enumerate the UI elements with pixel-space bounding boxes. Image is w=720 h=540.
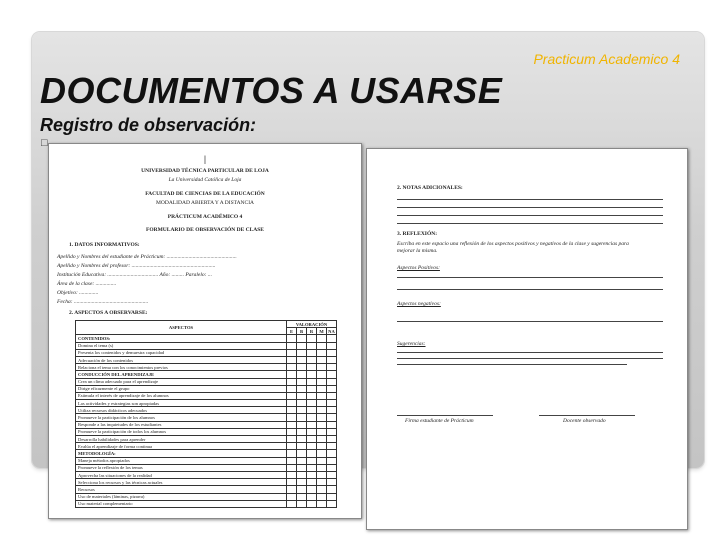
- info-line: Apellido y Nombres del estudiante de Prácticum: ...................................................: [57, 254, 237, 260]
- table-cell: [297, 407, 307, 414]
- table-row: [76, 342, 337, 349]
- table-row-label: Selecciona los recursos y las técnicas actuales: [76, 479, 287, 486]
- table-cell: [297, 364, 307, 371]
- table-cell: [327, 436, 337, 443]
- info-line: Fecha: ......................................................: [57, 299, 149, 305]
- table-row: [76, 371, 337, 378]
- table-row: [76, 428, 337, 435]
- table-cell: [307, 414, 317, 421]
- section-reflexion: 3. REFLEXIÓN:: [397, 231, 438, 237]
- table-cell: [297, 428, 307, 435]
- info-line: Institución Educativa: ..................................... Año: ......... Paralelo: ...: [57, 272, 212, 278]
- table-cell: [317, 493, 327, 500]
- table-cell: [317, 421, 327, 428]
- table-cell: [307, 392, 317, 399]
- table-cell: [287, 443, 297, 450]
- university-subtitle: La Universidad Católica de Loja: [168, 177, 242, 183]
- positive-aspects-label: Aspectos Positivos:: [397, 265, 440, 271]
- table-cell: [287, 450, 297, 457]
- table-cell: [317, 479, 327, 486]
- table-cell: [317, 428, 327, 435]
- table-cell: [327, 392, 337, 399]
- table-cell: [317, 400, 327, 407]
- table-cell: [297, 471, 307, 478]
- table-cell: [297, 356, 307, 363]
- table-cell: [297, 479, 307, 486]
- table-cell: [307, 335, 317, 342]
- table-cell: [327, 479, 337, 486]
- table-cell: [307, 385, 317, 392]
- suggestions-label: Sugerencias:: [397, 341, 426, 347]
- table-cell: [307, 457, 317, 464]
- form-title: FORMULARIO DE OBSERVACIÓN DE CLASE: [146, 227, 264, 233]
- table-cell: [297, 457, 307, 464]
- table-row-label: Dirige eficazmente el grupo: [76, 385, 287, 392]
- faculty-name: FACULTAD DE CIENCIAS DE LA EDUCACIÓN: [145, 191, 265, 197]
- table-row-label: Maneja métodos apropiados: [76, 457, 287, 464]
- table-row-label: Relaciona el tema con los conocimientos previos: [76, 364, 287, 371]
- table-cell: [287, 436, 297, 443]
- signature-student-label: Firma estudiante de Prácticum: [405, 418, 474, 424]
- table-cell: [287, 486, 297, 493]
- table-cell: [327, 414, 337, 421]
- table-cell: [307, 436, 317, 443]
- table-cell: [287, 464, 297, 471]
- table-cell: [307, 356, 317, 363]
- table-row: [76, 471, 337, 478]
- table-cell: [297, 378, 307, 385]
- table-row-label: Aprovecha las situaciones de la realidad: [76, 471, 287, 478]
- table-row-label: Promueve la participación de todos los alumnos: [76, 428, 287, 435]
- table-cell: [317, 392, 327, 399]
- table-cell: [287, 428, 297, 435]
- table-cell: [307, 500, 317, 507]
- table-row: [76, 493, 337, 500]
- table-row: [76, 392, 337, 399]
- section-notas: 2. NOTAS ADICIONALES:: [397, 185, 463, 191]
- table-cell: [327, 400, 337, 407]
- table-cell: [287, 356, 297, 363]
- square-bullet-icon: □: [41, 137, 48, 149]
- observation-form-page-2: [366, 148, 688, 530]
- table-cell: [287, 335, 297, 342]
- table-cell: [307, 450, 317, 457]
- signature-teacher-label: Docente observado: [563, 418, 606, 424]
- section-datos-informativos: 1. DATOS INFORMATIVOS:: [69, 242, 140, 248]
- table-cell: [297, 500, 307, 507]
- table-cell: [297, 450, 307, 457]
- table-cell: [307, 471, 317, 478]
- table-cell: [297, 486, 307, 493]
- table-cell: [297, 371, 307, 378]
- table-cell: [317, 486, 327, 493]
- table-cell: [317, 378, 327, 385]
- table-cell: [307, 342, 317, 349]
- table-row-label: Adecuación de los contenidos: [76, 356, 287, 363]
- table-row-label: Evalúa el aprendizaje de forma continua: [76, 443, 287, 450]
- table-cell: [327, 450, 337, 457]
- table-row-label: Estimula el interés de aprendizaje de los alumnos: [76, 392, 287, 399]
- table-cell: [307, 400, 317, 407]
- table-cell: [297, 493, 307, 500]
- table-cell: [287, 342, 297, 349]
- table-cell: [317, 342, 327, 349]
- table-cell: [287, 364, 297, 371]
- table-cell: [317, 335, 327, 342]
- table-cell: [327, 342, 337, 349]
- table-cell: [297, 421, 307, 428]
- university-name: UNIVERSIDAD TÉCNICA PARTICULAR DE LOJA: [141, 168, 269, 174]
- table-cell: [297, 349, 307, 356]
- table-cell: [317, 436, 327, 443]
- table-cell: [287, 457, 297, 464]
- table-cell: [327, 349, 337, 356]
- table-row: [76, 436, 337, 443]
- table-cell: [327, 407, 337, 414]
- table-cell: [287, 421, 297, 428]
- reflection-text: mejorar la misma.: [397, 248, 438, 254]
- table-cell: [307, 421, 317, 428]
- table-row-label: Presenta los contenidos y demuestra capacidad: [76, 349, 287, 356]
- table-row-label: Crea un clima adecuado para el aprendizaje: [76, 378, 287, 385]
- table-cell: [287, 493, 297, 500]
- table-row: [76, 335, 337, 342]
- table-cell: [327, 457, 337, 464]
- table-row: [76, 378, 337, 385]
- signature-line-student: [397, 415, 493, 416]
- table-cell: [297, 414, 307, 421]
- table-cell: [327, 486, 337, 493]
- table-cell: [317, 364, 327, 371]
- table-cell: [327, 421, 337, 428]
- observation-form-page: [48, 143, 362, 519]
- table-cell: [317, 414, 327, 421]
- table-header-valuation: VALORACIÓN: [287, 321, 337, 328]
- table-header-col: E: [287, 328, 297, 335]
- table-row: [76, 385, 337, 392]
- table-cell: [317, 443, 327, 450]
- table-row-label: Domina el tema (s): [76, 342, 287, 349]
- table-cell: [307, 479, 317, 486]
- table-cell: [327, 428, 337, 435]
- table-cell: [287, 471, 297, 478]
- table-cell: [297, 342, 307, 349]
- table-cell: [327, 378, 337, 385]
- table-cell: [327, 464, 337, 471]
- table-cell: [297, 464, 307, 471]
- table-row: [76, 349, 337, 356]
- table-cell: [307, 364, 317, 371]
- table-row: [76, 443, 337, 450]
- table-header-col: B: [297, 328, 307, 335]
- table-cell: [317, 385, 327, 392]
- table-cell: [287, 500, 297, 507]
- table-cell: [327, 356, 337, 363]
- table-row: [76, 421, 337, 428]
- table-row-label: Responde a las inquietudes de los estudiantes: [76, 421, 287, 428]
- slide-subtitle: Practicum Academico 4: [533, 51, 680, 67]
- table-cell: [327, 493, 337, 500]
- modality-name: MODALIDAD ABIERTA Y A DISTANCIA: [156, 200, 254, 206]
- table-row-label: Desarrolla habilidades para aprender: [76, 436, 287, 443]
- table-cell: [297, 400, 307, 407]
- table-row: [76, 457, 337, 464]
- table-cell: [307, 493, 317, 500]
- section-label: Registro de observación:: [40, 115, 257, 135]
- table-cell: [327, 471, 337, 478]
- table-cell: [287, 479, 297, 486]
- table-cell: [287, 400, 297, 407]
- table-cell: [327, 443, 337, 450]
- table-cell: [297, 392, 307, 399]
- table-cell: [317, 471, 327, 478]
- slide-title: DOCUMENTOS A USARSE: [40, 70, 503, 111]
- table-cell: [317, 450, 327, 457]
- table-cell: [287, 392, 297, 399]
- table-cell: [307, 378, 317, 385]
- table-cell: [307, 371, 317, 378]
- table-cell: [297, 385, 307, 392]
- table-cell: [317, 464, 327, 471]
- table-cell: [327, 335, 337, 342]
- table-row: [76, 407, 337, 414]
- table-row: [76, 464, 337, 471]
- table-row: [76, 486, 337, 493]
- table-cell: [327, 385, 337, 392]
- table-cell: [307, 349, 317, 356]
- table-header-aspects: ASPECTOS: [76, 321, 287, 335]
- table-cell: [287, 385, 297, 392]
- table-row-label: Promueve la reflexión de los temas: [76, 464, 287, 471]
- info-line: Apellido y Nombres del profesor: .............................................................: [57, 263, 216, 269]
- table-row-label: Uso material complementario: [76, 500, 287, 507]
- evaluation-table: [75, 320, 337, 508]
- table-header-row: [76, 321, 337, 328]
- table-cell: [297, 443, 307, 450]
- cursor-mark: |: [204, 154, 206, 164]
- table-row: [76, 500, 337, 507]
- table-cell: [317, 407, 327, 414]
- info-line: Área de la clase: ...............: [57, 281, 117, 287]
- table-cell: [327, 364, 337, 371]
- table-cell: [307, 428, 317, 435]
- table-cell: [307, 407, 317, 414]
- reflection-text: Escriba en este espacio una reflexión de los aspectos positivos y negativos de la clase y sugerencias para: [397, 241, 629, 247]
- table-cell: [287, 349, 297, 356]
- table-row: [76, 356, 337, 363]
- table-cell: [307, 443, 317, 450]
- table-cell: [287, 407, 297, 414]
- practicum-name: PRÁCTICUM ACADÉMICO 4: [167, 214, 243, 220]
- table-row: [76, 364, 337, 371]
- table-cell: [287, 371, 297, 378]
- info-line: Objetivo: ..............: [57, 290, 99, 296]
- table-cell: [317, 500, 327, 507]
- table-row-label: CONTENIDOS:: [76, 335, 287, 342]
- table-header-col: R: [307, 328, 317, 335]
- table-cell: [287, 378, 297, 385]
- table-row: [76, 400, 337, 407]
- table-row-label: Uso de materiales (láminas, pizarra): [76, 493, 287, 500]
- table-cell: [327, 500, 337, 507]
- table-cell: [297, 335, 307, 342]
- table-cell: [297, 436, 307, 443]
- table-row-label: Las actividades y estrategias son apropiadas: [76, 400, 287, 407]
- table-row: [76, 414, 337, 421]
- table-row-label: Recursos: [76, 486, 287, 493]
- table-cell: [307, 486, 317, 493]
- signature-line-teacher: [539, 415, 635, 416]
- table-cell: [327, 371, 337, 378]
- table-row: [76, 479, 337, 486]
- table-row-label: Promueve la participación de los alumnos: [76, 414, 287, 421]
- table-cell: [307, 464, 317, 471]
- table-cell: [317, 349, 327, 356]
- table-cell: [317, 371, 327, 378]
- table-cell: [317, 457, 327, 464]
- table-row-label: CONDUCCIÓN DEL APRENDIZAJE: [76, 371, 287, 378]
- table-row-label: METODOLOGÍA:: [76, 450, 287, 457]
- table-cell: [317, 356, 327, 363]
- table-header-col: NA: [328, 328, 335, 334]
- table-row-label: Utiliza recursos didácticos adecuados: [76, 407, 287, 414]
- table-header-col: M: [317, 328, 327, 335]
- table-cell: [287, 414, 297, 421]
- negative-aspects-label: Aspectos negativos:: [397, 301, 441, 307]
- section-aspectos: 2. ASPECTOS A OBSERVARSE:: [69, 310, 148, 316]
- table-row: [76, 450, 337, 457]
